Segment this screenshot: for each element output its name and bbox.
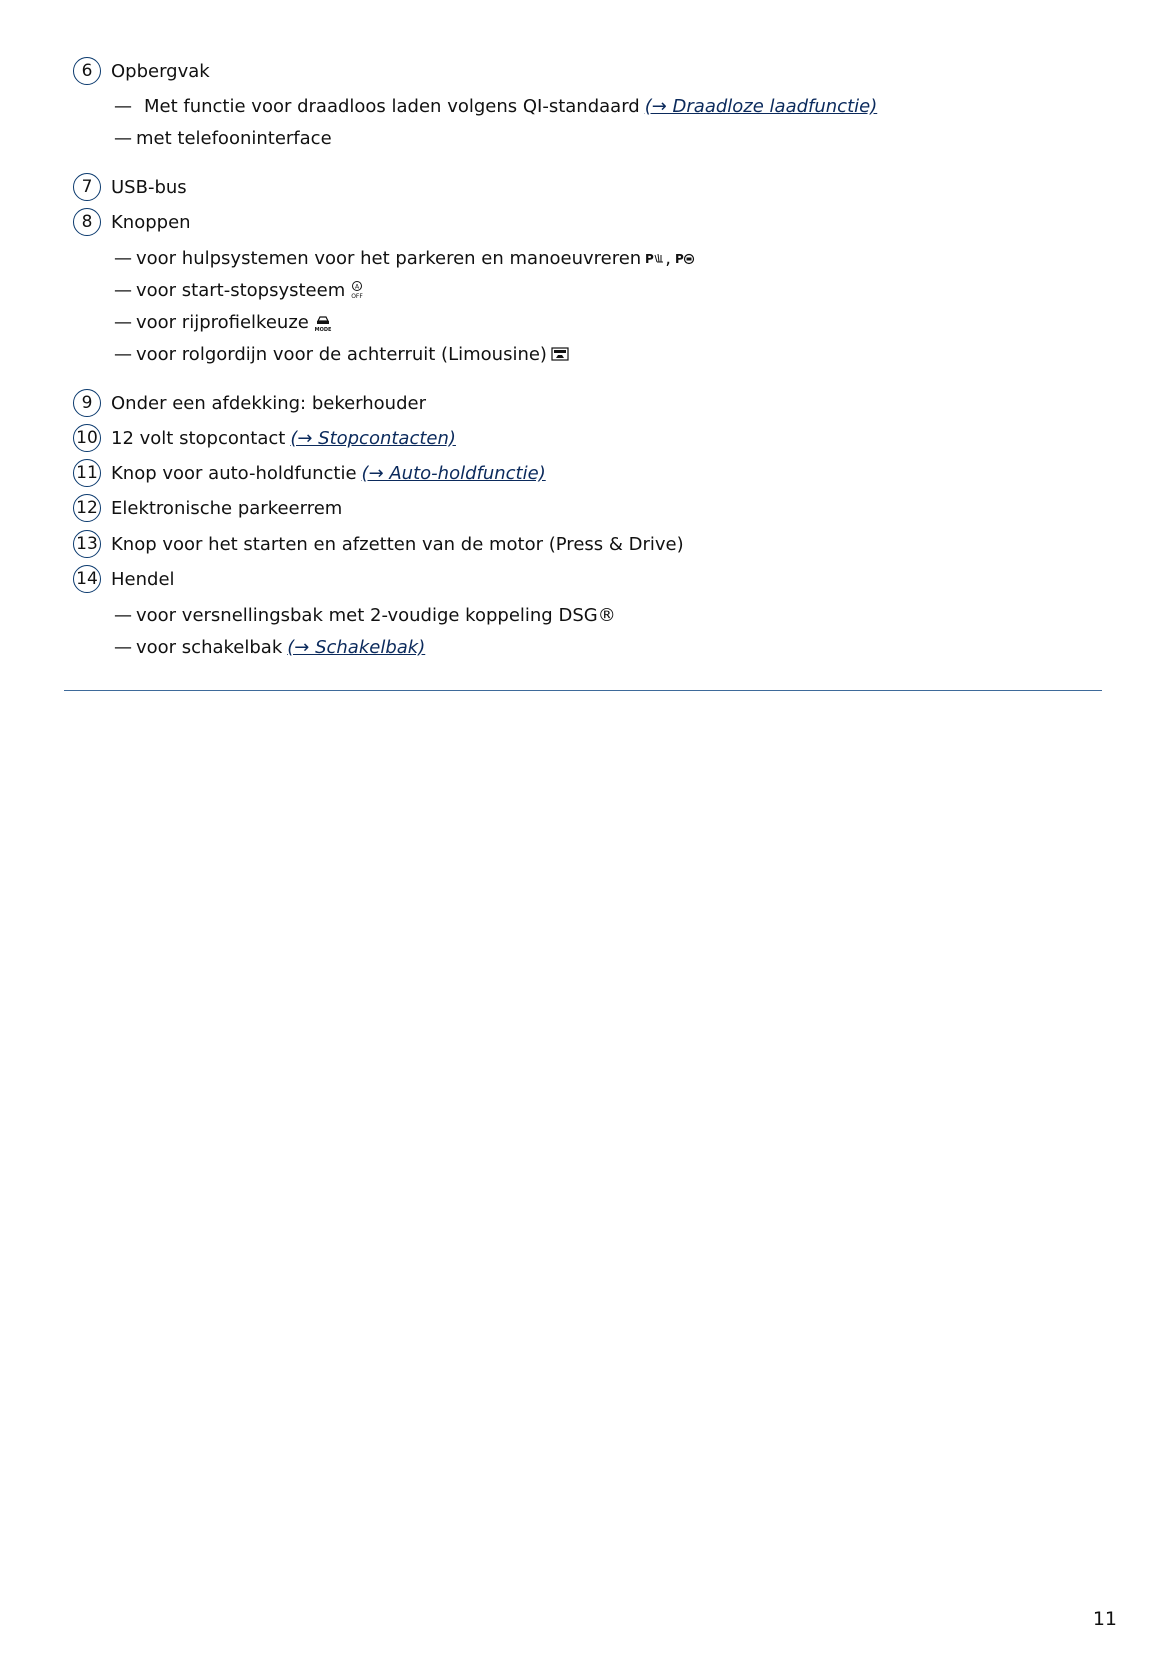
sub-item — [114, 276, 365, 304]
icon-text-mode: MODE — [314, 327, 332, 332]
list-item — [73, 422, 456, 454]
item-label: Onder een afdekking: bekerhouder — [111, 392, 426, 414]
sub-item — [114, 308, 333, 336]
link-stopcontacten[interactable]: (→ Stopcontacten) — [290, 427, 456, 449]
page-number: 11 — [1092, 1608, 1117, 1630]
item-number: 6 — [73, 57, 101, 85]
list-item — [73, 528, 684, 560]
comma: , — [665, 247, 671, 269]
sub-item-text: voor hulpsystemen voor het parkeren en manoeuvreren — [136, 247, 642, 269]
dash: — — [114, 127, 132, 149]
sub-item-text: voor start-stopsysteem — [136, 279, 346, 301]
sub-item — [114, 124, 332, 152]
item-number: 14 — [73, 565, 101, 593]
dash: — — [114, 279, 132, 301]
item-number: 11 — [73, 459, 101, 487]
item-label: Opbergvak — [111, 60, 210, 82]
list-item — [73, 387, 426, 419]
list-item — [73, 492, 342, 524]
svg-text:P: P — [674, 252, 684, 265]
item-number: 13 — [73, 530, 101, 558]
link-draadloze-laadfunctie[interactable]: (→ Draadloze laadfunctie) — [644, 95, 878, 117]
sub-item-text: voor versnellingsbak met 2-voudige koppeling DSG® — [136, 604, 616, 626]
icon-text-off: OFF — [351, 293, 364, 300]
item-label: USB-bus — [111, 176, 187, 198]
dash: — — [114, 247, 132, 269]
list-item — [73, 206, 191, 238]
sub-item — [114, 244, 695, 272]
start-stop-off-icon — [349, 280, 365, 300]
list-item — [73, 171, 187, 203]
item-label: Knop voor auto-holdfunctie — [111, 462, 357, 484]
park-assist-icon — [645, 251, 665, 265]
sub-item — [114, 340, 569, 368]
item-label: 12 volt stopcontact — [111, 427, 286, 449]
list-item — [73, 457, 546, 489]
park-pilot-icon — [675, 251, 695, 265]
svg-text:P: P — [645, 252, 654, 265]
link-auto-holdfunctie[interactable]: (→ Auto-holdfunctie) — [361, 462, 546, 484]
dash: — — [114, 343, 132, 365]
item-number: 8 — [73, 208, 101, 236]
item-label: Knoppen — [111, 211, 191, 233]
rear-sunblind-icon — [551, 347, 569, 361]
list-item — [73, 563, 175, 595]
item-number: 9 — [73, 389, 101, 417]
dash: — — [114, 636, 132, 658]
item-number: 10 — [73, 424, 101, 452]
dash: — — [114, 604, 132, 626]
item-number: 7 — [73, 173, 101, 201]
link-schakelbak[interactable]: (→ Schakelbak) — [287, 636, 426, 658]
sub-item-text: voor schakelbak — [136, 636, 283, 658]
drive-mode-icon — [313, 312, 333, 332]
item-label: Knop voor het starten en afzetten van de motor (Press & Drive) — [111, 533, 684, 555]
item-label: Hendel — [111, 568, 175, 590]
sub-item — [114, 633, 425, 661]
dash: — — [114, 95, 132, 117]
sub-item-text: met telefooninterface — [136, 127, 332, 149]
sub-item-text: voor rijprofielkeuze — [136, 311, 309, 333]
section-divider — [64, 690, 1102, 691]
sub-item-text: Met functie voor draadloos laden volgens QI-standaard — [144, 95, 640, 117]
list-item — [73, 55, 210, 87]
item-label: Elektronische parkeerrem — [111, 497, 343, 519]
svg-text:A: A — [355, 283, 360, 291]
item-number: 12 — [73, 494, 101, 522]
sub-item — [114, 92, 877, 120]
sub-item-text: voor rolgordijn voor de achterruit (Limousine) — [136, 343, 547, 365]
sub-item — [114, 601, 616, 629]
dash: — — [114, 311, 132, 333]
